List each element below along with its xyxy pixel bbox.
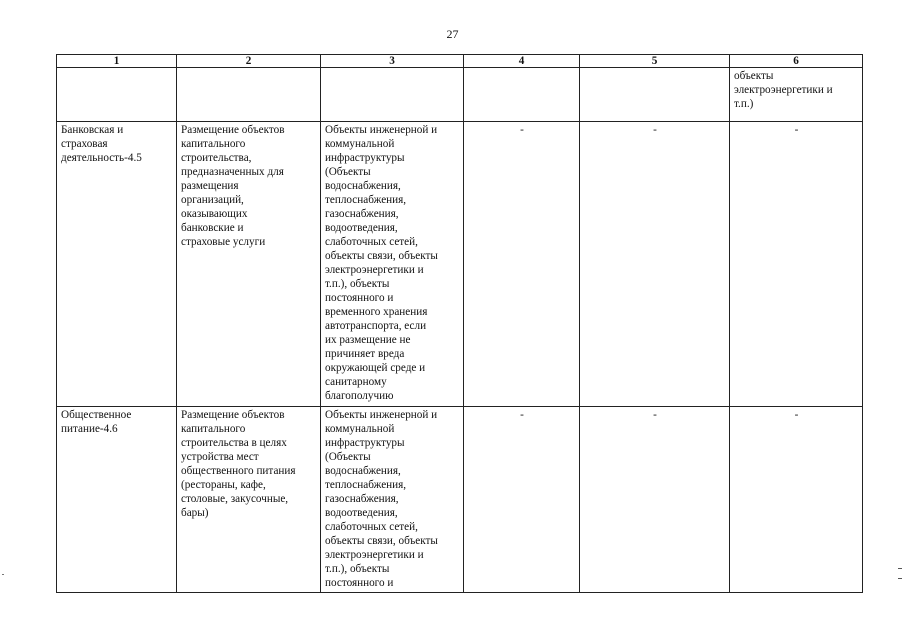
table-cell: - (580, 407, 730, 593)
land-use-type: Банковская и страховая деятельность-4.5 (61, 124, 142, 164)
table-cell: - (730, 122, 863, 407)
land-use-type: Общественное питание-4.6 (61, 409, 132, 435)
column-header-6: 6 (730, 55, 863, 68)
table-header-row (57, 55, 863, 68)
scan-artifact (2, 574, 4, 575)
table-cell (321, 407, 464, 593)
column-header-2: 2 (177, 55, 321, 68)
table-row-continuation (57, 68, 863, 122)
table-cell: - (580, 122, 730, 407)
land-use-description: Размещение объектов капитального строительства, предназначенных для размещения организаций, оказывающих банковские и страховые услуги (181, 124, 285, 248)
land-use-table (56, 54, 863, 593)
table-cell (177, 122, 321, 407)
auxiliary-uses: Объекты инженерной и коммунальной инфраструктуры (Объекты водоснабжения, теплоснабжения, газоснабжения, водоотведения, слаботочных сетей, объекты связи, объекты электроэнергетики и т.п.), объекты постоянного и (325, 409, 438, 589)
table-cell: - (464, 122, 580, 407)
table-cell (464, 68, 580, 122)
table-cell (177, 407, 321, 593)
table-row (57, 122, 863, 407)
table-cell (321, 68, 464, 122)
table-cell (321, 122, 464, 407)
continuation-text: объекты электроэнергетики и т.п.) (734, 70, 833, 110)
table-cell (57, 122, 177, 407)
column-header-3: 3 (321, 55, 464, 68)
table-cell: - (730, 407, 863, 593)
table-cell (57, 407, 177, 593)
auxiliary-uses: Объекты инженерной и коммунальной инфраструктуры (Объекты водоснабжения, теплоснабжения, газоснабжения, водоотведения, слаботочных сетей, объекты связи, объекты электроэнергетики и т.п.), объекты постоянного и временного хранения автотранспорта, если их размещение не причиняет вреда окружающей среде и санитарному благополучию (325, 124, 438, 402)
column-header-1: 1 (57, 55, 177, 68)
land-use-description: Размещение объектов капитального строительства в целях устройства мест общественного питания (рестораны, кафе, столовые, закусочные, бары) (181, 409, 296, 519)
scan-artifact (898, 568, 902, 579)
table-cell: - (464, 407, 580, 593)
table-cell (57, 68, 177, 122)
table-cell (177, 68, 321, 122)
table-cell (580, 68, 730, 122)
page-number: 27 (446, 27, 459, 41)
column-header-5: 5 (580, 55, 730, 68)
table-cell (730, 68, 863, 122)
column-header-4: 4 (464, 55, 580, 68)
table-row (57, 407, 863, 593)
